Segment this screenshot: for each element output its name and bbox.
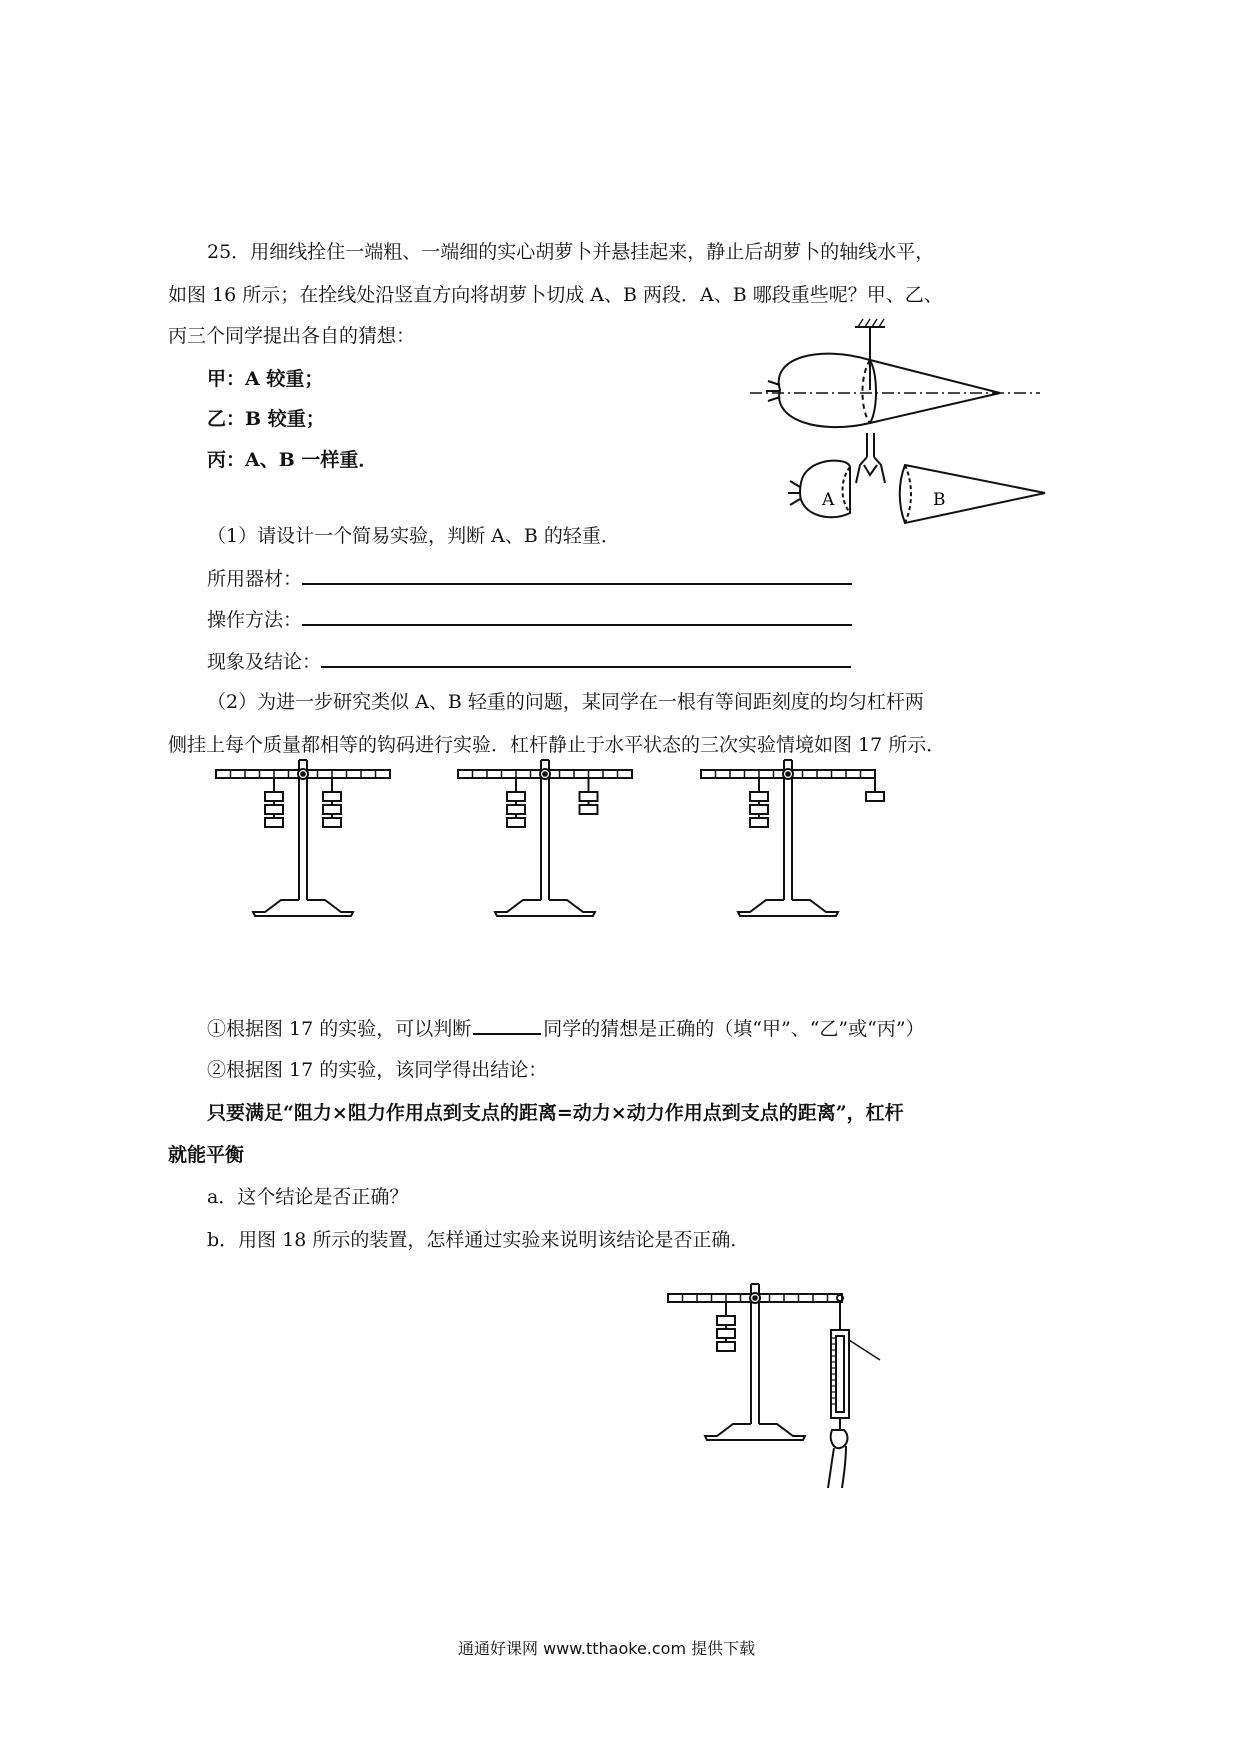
conclusion-line2: 就能平衡 (168, 1144, 245, 1166)
field-method: 操作方法： (207, 604, 852, 634)
method-answer-line[interactable] (302, 604, 852, 626)
footer-source: 通通好课网 www.tthaoke.com 提供下载 (458, 1639, 756, 1658)
figure16-carrot (760, 315, 1060, 525)
figure16-label-b: B (933, 490, 946, 510)
question-intro-line1: 25．用细线拴住一端粗、一端细的实心胡萝卜并悬挂起来，静止后胡萝卜的轴线水平， (207, 241, 935, 263)
part2-line2: 侧挂上每个质量都相等的钩码进行实验．杠杆静止于水平状态的三次实验情境如图 17 所示． (168, 734, 946, 756)
guess-bing: 丙：A、B 一样重． (207, 449, 378, 471)
figure18-lever-spring-scale (0, 1290, 1240, 1530)
question-a: a．这个结论是否正确？ (207, 1186, 409, 1208)
field-equipment: 所用器材： (207, 563, 852, 593)
q1-answer-blank[interactable] (473, 1015, 541, 1035)
guess-jia: 甲：A 较重； (207, 368, 324, 390)
question-b: b．用图 18 所示的装置，怎样通过实验来说明该结论是否正确． (207, 1229, 750, 1251)
figure17-lever-experiments (0, 760, 1240, 960)
guess-yi: 乙：B 较重； (207, 408, 325, 430)
equipment-answer-line[interactable] (302, 563, 852, 585)
q2: ②根据图 17 的实验，该同学得出结论： (207, 1059, 548, 1081)
part1-prompt: （1）请设计一个简易实验，判断 A、B 的轻重． (207, 525, 620, 547)
question-intro-line3: 丙三个同学提出各自的猜想： (168, 325, 416, 347)
q1: ①根据图 17 的实验，可以判断 同学的猜想是正确的（填“甲”、“乙”或“丙”） (207, 1015, 925, 1043)
figure16-label-a: A (822, 490, 835, 510)
question-intro-line2: 如图 16 所示；在拴线处沿竖直方向将胡萝卜切成 A、B 两段．A、B 哪段重些呢？甲、乙、 (168, 284, 943, 306)
conclusion-answer-line[interactable] (321, 646, 851, 668)
question-number: 25． (207, 241, 251, 263)
field-conclusion: 现象及结论： (207, 646, 851, 676)
conclusion-line1: 只要满足“阻力×阻力作用点到支点的距离=动力×动力作用点到支点的距离”，杠杆 (207, 1102, 904, 1124)
part2-line1: （2）为进一步研究类似 A、B 轻重的问题，某同学在一根有等间距刻度的均匀杠杆两 (207, 691, 924, 713)
